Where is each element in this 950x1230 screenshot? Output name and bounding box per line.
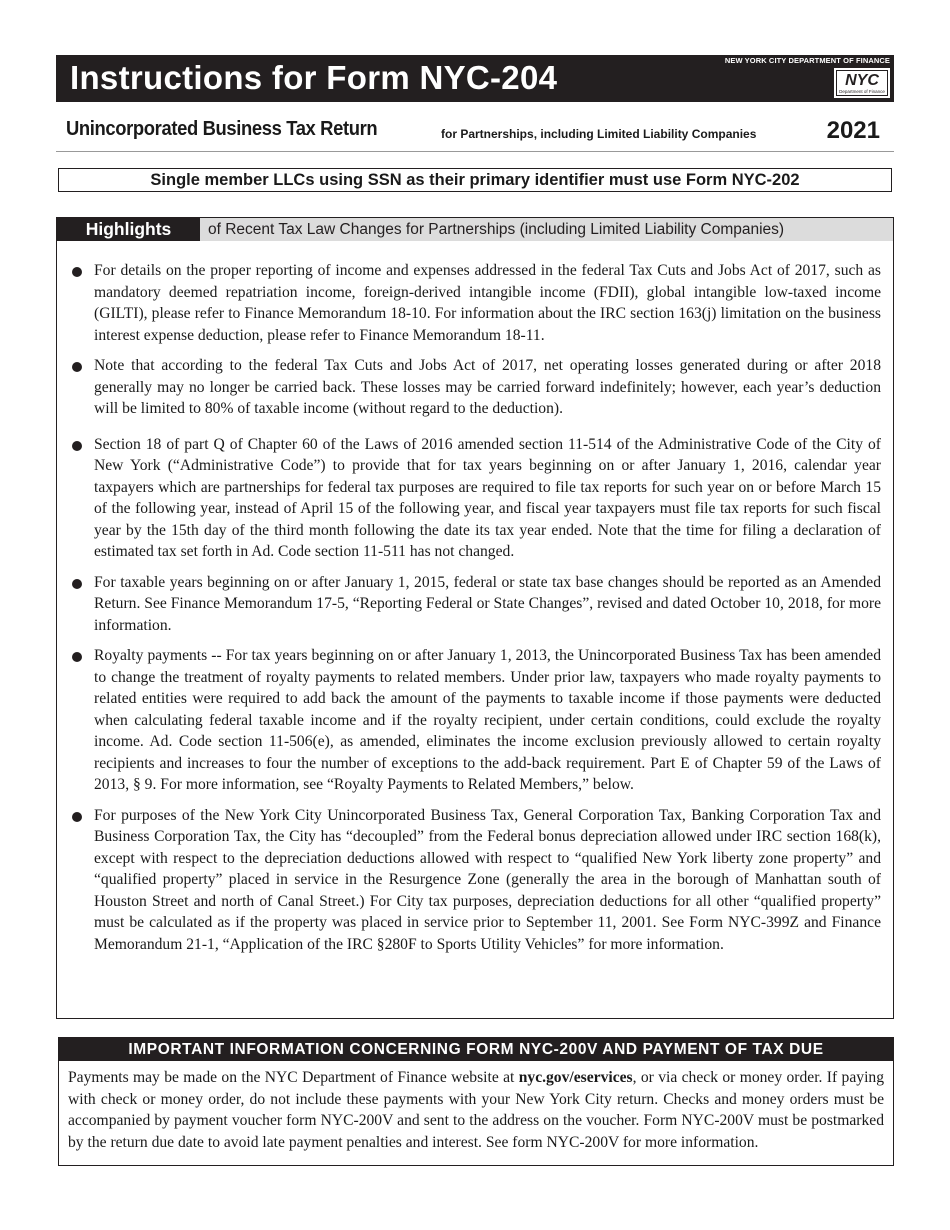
list-item [69,572,881,637]
important-info-section [58,1037,894,1166]
department-name: NEW YORK CITY DEPARTMENT OF FINANCE [724,56,890,65]
list-item-text: For details on the proper reporting of income and expenses addressed in the federal Tax Cuts and Jobs Act of 2017, such as mandatory deemed repatriation income, foreign-derived intangible income (FDII), global intangible low-taxed income (GILTI), please refer to Finance Memorandum 18-10. For information about the IRC section 163(j) limitation on the business interest expense deduction, please refer to Finance Memorandum 18-11. [94,262,881,344]
list-item [69,355,881,420]
list-item-text: Section 18 of part Q of Chapter 60 of the Laws of 2016 amended section 11-514 of the Administrative Code of the City of New York (“Administrative Code”) to provide that for tax years beginning on or after January 1, 2016, calendar year taxpayers which are partnerships for federal tax purposes are required to file tax reports for such year on or before March 15 of the following year, instead of April 15 of the following year, and fiscal year taxpayers must file tax reports for such fiscal year by the 15th day of the third month following the date its tax year ended. Note that the time for filing a declaration of estimated tax set forth in Ad. Code section 11-511 has not changed. [94,435,881,560]
notice-box: Single member LLCs using SSN as their primary identifier must use Form NYC-202 [58,168,892,192]
form-subtitle-qualifier: for Partnerships, including Limited Liability Companies [441,127,757,141]
list-item-text: For purposes of the New York City Unincorporated Business Tax, General Corporation Tax, Banking Corporation Tax and Business Corporation Tax, the City has “decoupled” from the Federal bonus depreciation allowed under IRC section 168(k), except with respect to the depreciation deductions allowed with respect to “qualified New York liberty zone property” and “qualified property” placed in service in the Resurgence Zone (generally the area in the borough of Manhattan south of Houston Street and north of Canal Street.) For City tax purposes, depreciation deductions for all other “qualified property” must be calculated as if the property was placed in service prior to September 11, 2001. See Form NYC-399Z and Finance Memorandum 21-1, “Application of the IRC §280F to Sports Utility Vehicles” for more information. [94,806,881,953]
bullet-icon [72,441,82,451]
important-text-after: , or via check or money order. If paying with check or money order, do not include these payments with your New York City return. Checks and money orders must be accompanied by payment voucher form NYC-200V and sent to the address on the voucher. Form NYC-200V must be postmarked by the return due date to avoid late payment penalties and interest. See form NYC-200V for more information. [68,1069,884,1151]
important-info-heading: IMPORTANT INFORMATION CONCERNING FORM NYC-200V AND PAYMENT OF TAX DUE [59,1038,893,1061]
form-subtitle: Unincorporated Business Tax Return [66,118,378,140]
important-info-text [68,1067,884,1153]
logo-subtext: Department of Finance [839,89,885,94]
bullet-icon [72,652,82,662]
list-item-text: Note that according to the federal Tax Cuts and Jobs Act of 2017, net operating losses generated during or after 2018 generally may no longer be carried back. These losses may be carried forward indefinitely; however, each year’s deduction will be limited to 80% of taxable income (without regard to the deduction). [94,357,881,417]
highlights-list [69,260,881,955]
list-item [69,434,881,563]
subtitle-row [66,118,886,148]
list-item [69,260,881,346]
highlights-header [57,218,893,241]
title-bar [56,55,894,102]
important-text-before: Payments may be made on the NYC Department of Finance website at [68,1069,519,1086]
highlights-tag: Highlights [57,218,200,241]
highlights-section [56,217,894,1019]
logo-mark: NYC [845,72,879,89]
logo-frame [836,70,888,96]
nyc-logo [833,67,891,99]
page-title: Instructions for Form NYC-204 [70,59,558,96]
highlights-heading: of Recent Tax Law Changes for Partnerships (including Limited Liability Companies) [208,221,785,238]
bullet-icon [72,579,82,589]
bullet-icon [72,812,82,822]
divider [56,151,894,152]
list-item-text: For taxable years beginning on or after January 1, 2015, federal or state tax base changes should be reported as an Amended Return. See Finance Memorandum 17-5, “Reporting Federal or State Changes”, revised and dated October 10, 2018, for more information. [94,573,881,634]
eservices-link: nyc.gov/eservices [518,1069,633,1086]
list-item [69,645,881,796]
tax-year: 2021 [826,117,880,144]
list-item-text: Royalty payments -- For tax years beginning on or after January 1, 2013, the Unincorporated Business Tax has been amended to change the treatment of royalty payments to related members. Under prior law, taxpayers who made royalty payments to related entities were required to add back the amount of the payments to taxable income if those payments were deducted when calculating federal taxable income and if the royalty recipient, under certain conditions, could exclude the royalty income. Ad. Code section 11-506(e), as amended, eliminates the income exclusion previously allowed to certain royalty recipients and increases to four the number of exceptions to the add-back requirement. Part E of Chapter 59 of the Laws of 2013, § 9. For more information, see “Royalty Payments to Related Members,” below. [94,647,881,793]
list-item [69,805,881,956]
bullet-icon [72,362,82,372]
bullet-icon [72,267,82,277]
